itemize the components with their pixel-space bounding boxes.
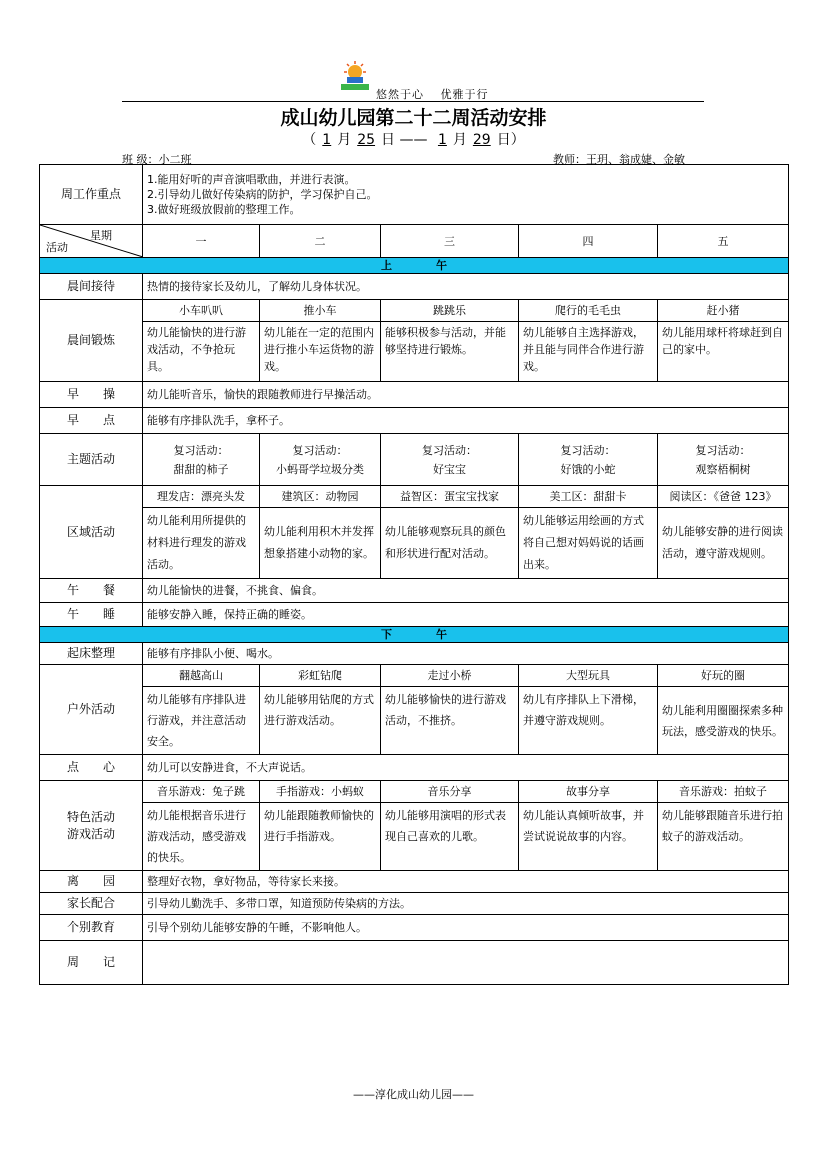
page-title: 成山幼儿园第二十二周活动安排	[280, 107, 547, 129]
days-row	[40, 225, 789, 258]
special-desc: 幼儿能认真倾听故事，并尝试说说故事的内容。	[519, 803, 658, 871]
theme-cell: 复习活动： 观察梧桐树	[658, 434, 789, 486]
outdoor-label: 户外活动	[40, 665, 143, 755]
header-divider	[122, 101, 704, 102]
focus-row	[40, 165, 789, 225]
outdoor-name: 好玩的圈	[658, 665, 789, 687]
exercise-name: 爬行的毛毛虫	[519, 300, 658, 322]
morning-reception-text: 热情的接待家长及幼儿，了解幼儿身体状况。	[143, 274, 789, 300]
am-band: 上 午	[40, 258, 789, 274]
special-desc: 幼儿能跟随教师愉快的进行手指游戏。	[260, 803, 381, 871]
wakeup-label: 起床整理	[40, 643, 143, 665]
snack-am-text: 能够有序排队洗手，拿杯子。	[143, 408, 789, 434]
parents-label: 家长配合	[40, 893, 143, 915]
theme-cell: 复习活动： 小蚂哥学垃圾分类	[260, 434, 381, 486]
area-name: 美工区：甜甜卡	[519, 486, 658, 508]
snack-pm-label: 点 心	[40, 755, 143, 781]
individual-text: 引导个别幼儿能够安静的午睡，不影响他人。	[143, 915, 789, 941]
outdoor-desc: 幼儿能够有序排队进行游戏，并注意活动安全。	[143, 687, 260, 755]
footer: ——淳化成山幼儿园——	[353, 1088, 474, 1101]
date-range: （ 1 月 25 日 —— 1 月 29 日）	[302, 132, 525, 148]
lunch-text: 幼儿能愉快的进餐，不挑食、偏食。	[143, 579, 789, 603]
focus-label: 周工作重点	[40, 165, 143, 225]
area-name: 理发店：漂亮头发	[143, 486, 260, 508]
day-5: 五	[658, 225, 789, 258]
area-desc: 幼儿能够安静的进行阅读活动，遵守游戏规则。	[658, 508, 789, 579]
day-2: 二	[260, 225, 381, 258]
individual-label: 个别教育	[40, 915, 143, 941]
day-4: 四	[519, 225, 658, 258]
morning-exercise-label: 晨间锻炼	[40, 300, 143, 382]
outdoor-desc: 幼儿能够用钻爬的方式进行游戏活动。	[260, 687, 381, 755]
special-name: 音乐游戏：拍蚊子	[658, 781, 789, 803]
day-3: 三	[381, 225, 519, 258]
snack-am-label: 早 点	[40, 408, 143, 434]
kindergarten-logo	[338, 60, 372, 94]
wakeup-text: 能够有序排队小便、喝水。	[143, 643, 789, 665]
outdoor-desc: 幼儿有序排队上下滑梯，并遵守游戏规则。	[519, 687, 658, 755]
theme-label: 主题活动	[40, 434, 143, 486]
exercise-desc: 幼儿能在一定的范围内进行推小车运货物的游戏。	[260, 322, 381, 382]
outdoor-name: 翻越高山	[143, 665, 260, 687]
area-desc: 幼儿能利用所提供的材料进行理发的游戏活动。	[143, 508, 260, 579]
weekly-note-text	[143, 941, 789, 985]
outdoor-desc: 幼儿能利用圈圈探索多种玩法，感受游戏的快乐。	[658, 687, 789, 755]
outdoor-desc: 幼儿能够愉快的进行游戏活动，不推挤。	[381, 687, 519, 755]
outdoor-name: 彩虹钻爬	[260, 665, 381, 687]
morning-reception-label: 晨间接待	[40, 274, 143, 300]
focus-content: 1.能用好听的声音演唱歌曲，并进行表演。 2.引导幼儿做好传染病的防护，学习保护自己。 3.做好班级放假前的整理工作。	[143, 165, 789, 225]
theme-cell: 复习活动： 甜甜的柿子	[143, 434, 260, 486]
area-label: 区域活动	[40, 486, 143, 579]
snack-pm-text: 幼儿可以安静进食，不大声说话。	[143, 755, 789, 781]
diagonal-header: 星期 活动	[40, 225, 143, 258]
exercise-desc: 能够积极参与活动，并能够坚持进行锻炼。	[381, 322, 519, 382]
leave-label: 离 园	[40, 871, 143, 893]
area-name: 建筑区：动物园	[260, 486, 381, 508]
exercise-name: 推小车	[260, 300, 381, 322]
schedule-table	[39, 164, 789, 985]
parents-text: 引导幼儿勤洗手、多带口罩，知道预防传染病的方法。	[143, 893, 789, 915]
teacher-value: 王玥、翁成婕、金敏	[586, 153, 685, 166]
theme-cell: 复习活动： 好宝宝	[381, 434, 519, 486]
area-desc: 幼儿能够观察玩具的颜色和形状进行配对活动。	[381, 508, 519, 579]
exercise-name: 小车叭叭	[143, 300, 260, 322]
leave-text: 整理好衣物，拿好物品，等待家长来接。	[143, 871, 789, 893]
exercise-desc: 幼儿能用球杆将球赶到自己的家中。	[658, 322, 789, 382]
exercise-desc: 幼儿能愉快的进行游戏活动，不争抢玩具。	[143, 322, 260, 382]
lunch-label: 午 餐	[40, 579, 143, 603]
morning-drill-label: 早 操	[40, 382, 143, 408]
day-1: 一	[143, 225, 260, 258]
area-desc: 幼儿能够运用绘画的方式将自己想对妈妈说的话画出来。	[519, 508, 658, 579]
morning-drill-text: 幼儿能听音乐，愉快的跟随教师进行早操活动。	[143, 382, 789, 408]
area-name: 阅读区：《爸爸 123》	[658, 486, 789, 508]
motto: 悠然于心 优雅于行	[376, 88, 489, 101]
special-desc: 幼儿能根据音乐进行游戏活动，感受游戏的快乐。	[143, 803, 260, 871]
pm-band: 下 午	[40, 627, 789, 643]
special-name: 故事分享	[519, 781, 658, 803]
special-desc: 幼儿能够跟随音乐进行拍蚊子的游戏活动。	[658, 803, 789, 871]
exercise-name: 赶小猪	[658, 300, 789, 322]
special-label: 特色活动 游戏活动	[40, 781, 143, 871]
teacher-info: 教师：王玥、翁成婕、金敏	[553, 153, 685, 166]
exercise-name: 跳跳乐	[381, 300, 519, 322]
nap-label: 午 睡	[40, 603, 143, 627]
area-desc: 幼儿能利用积木并发挥想象搭建小动物的家。	[260, 508, 381, 579]
weekly-note-label: 周 记	[40, 941, 143, 985]
special-name: 音乐分享	[381, 781, 519, 803]
outdoor-name: 走过小桥	[381, 665, 519, 687]
class-info: 班 级：小二班	[122, 153, 192, 166]
exercise-desc: 幼儿能够自主选择游戏，并且能与同伴合作进行游戏。	[519, 322, 658, 382]
special-desc: 幼儿能够用演唱的形式表现自己喜欢的儿歌。	[381, 803, 519, 871]
theme-cell: 复习活动： 好饿的小蛇	[519, 434, 658, 486]
special-name: 手指游戏：小蚂蚁	[260, 781, 381, 803]
special-name: 音乐游戏：兔子跳	[143, 781, 260, 803]
outdoor-name: 大型玩具	[519, 665, 658, 687]
nap-text: 能够安静入睡，保持正确的睡姿。	[143, 603, 789, 627]
area-name: 益智区：蛋宝宝找家	[381, 486, 519, 508]
class-value: 小二班	[158, 153, 192, 166]
